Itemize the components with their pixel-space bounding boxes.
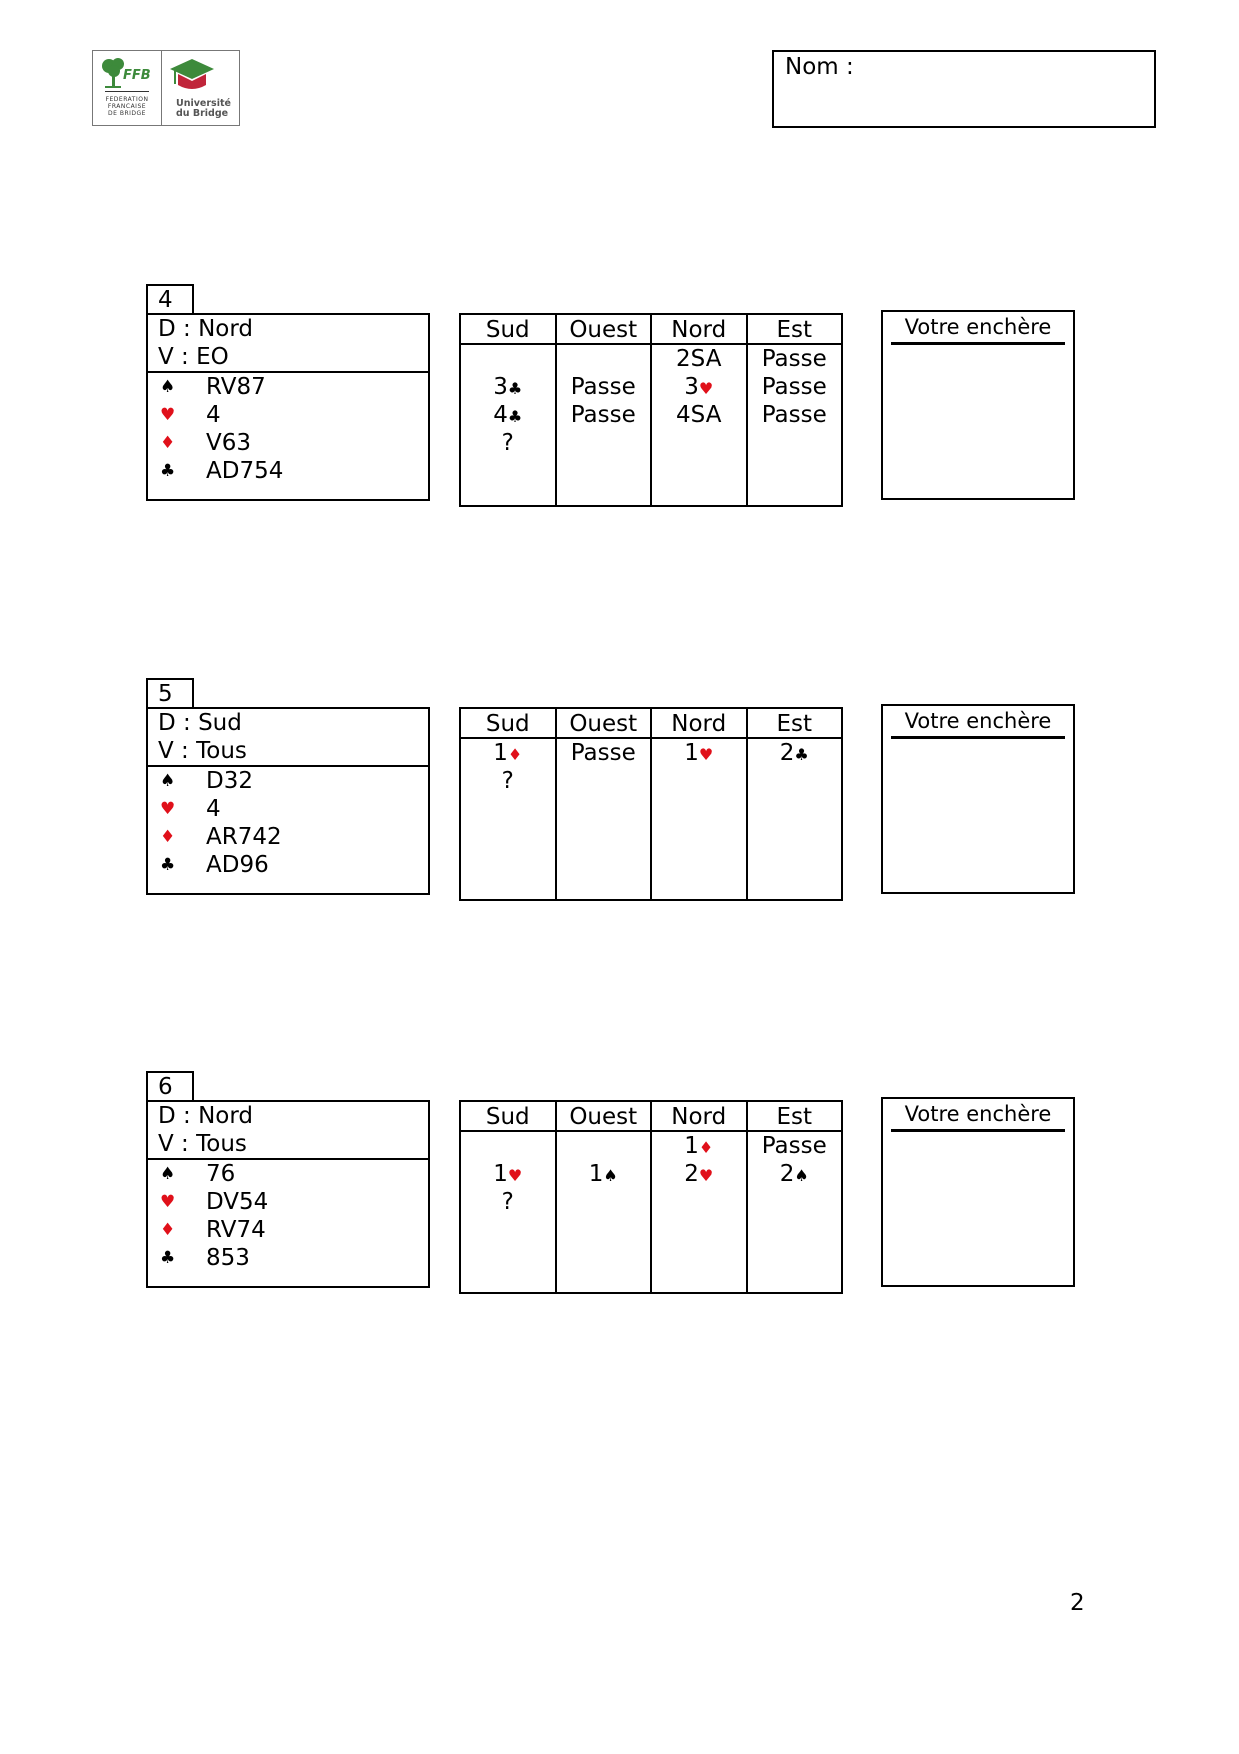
club-icon: ♣ (507, 407, 523, 426)
bid-column-header: Ouest (557, 709, 651, 739)
bid-cell: 1♦ (684, 1133, 714, 1159)
bid-column-header: Ouest (557, 1102, 651, 1132)
answer-label: Votre enchère (891, 312, 1065, 345)
bid-cell: 2SA (676, 346, 722, 372)
bid-cell (748, 767, 842, 795)
hand-box (146, 1100, 430, 1288)
bid-cell: 1♦ (493, 740, 523, 766)
bid-cell (557, 429, 651, 457)
bid-cell: 2♣ (779, 740, 809, 766)
bid-cell (557, 767, 651, 795)
graduation-cap-icon (168, 57, 216, 97)
heart-icon: ♥ (160, 799, 176, 819)
bid-cell (652, 1188, 746, 1216)
diamond-icon: ♦ (160, 433, 176, 453)
answer-label: Votre enchère (891, 1099, 1065, 1132)
bid-cell (557, 1132, 651, 1160)
bid-cell: 2♥ (684, 1161, 714, 1187)
diamonds-holding: V63 (206, 430, 252, 456)
bid-cell: Passe (761, 374, 827, 400)
bid-column-header: Est (748, 315, 842, 345)
name-field[interactable] (772, 50, 1156, 128)
dealer-label: D : Nord (158, 1103, 254, 1129)
universite-logo-text: Université du Bridge (176, 98, 231, 119)
diamonds-holding: RV74 (206, 1217, 266, 1243)
diamond-icon: ♦ (160, 827, 176, 847)
clubs-holding: AD96 (206, 852, 269, 878)
spades-holding: 76 (206, 1161, 236, 1187)
vulnerability-label: V : EO (158, 344, 229, 370)
vulnerability-label: V : Tous (158, 1131, 247, 1157)
ffb-logo (92, 50, 240, 126)
heart-icon: ♥ (160, 405, 176, 425)
deal-number: 6 (146, 1071, 194, 1101)
club-icon: ♣ (160, 461, 176, 481)
answer-box[interactable] (881, 1097, 1075, 1287)
bid-column-est (748, 1102, 842, 1292)
bid-cell: Passe (761, 402, 827, 428)
hand-box (146, 313, 430, 501)
bid-cell: 4SA (676, 402, 722, 428)
bid-column-sud (461, 315, 557, 505)
spade-icon: ♠ (794, 1166, 809, 1185)
bid-column-est (748, 315, 842, 505)
bid-cell: 1♠ (588, 1161, 618, 1187)
spades-holding: D32 (206, 768, 253, 794)
bid-column-header: Est (748, 709, 842, 739)
bidding-table (459, 313, 843, 507)
clubs-holding: AD754 (206, 458, 284, 484)
bid-cell: 1♥ (493, 1161, 523, 1187)
bid-column-header: Ouest (557, 315, 651, 345)
heart-icon: ♥ (507, 1166, 523, 1185)
bidding-table (459, 1100, 843, 1294)
bid-column-sud (461, 709, 557, 899)
ffb-logo-part (93, 51, 162, 125)
bid-column-ouest (557, 709, 653, 899)
bid-cell: 1♥ (684, 740, 714, 766)
bid-cell (652, 429, 746, 457)
page-number: 2 (1070, 1590, 1085, 1616)
bid-cell: Passe (761, 1133, 827, 1159)
spade-icon: ♠ (160, 377, 176, 397)
hand-box (146, 707, 430, 895)
bid-column-header: Nord (652, 709, 746, 739)
deal-number: 5 (146, 678, 194, 708)
bid-column-header: Sud (461, 315, 555, 345)
answer-label: Votre enchère (891, 706, 1065, 739)
bid-cell (557, 1188, 651, 1216)
bid-column-header: Nord (652, 315, 746, 345)
bid-column-header: Sud (461, 1102, 555, 1132)
diamond-icon: ♦ (160, 1220, 176, 1240)
hearts-holding: 4 (206, 796, 221, 822)
heart-icon: ♥ (160, 1192, 176, 1212)
bid-cell: Passe (570, 740, 636, 766)
clubs-holding: 853 (206, 1245, 250, 1271)
bid-cell: 3♥ (684, 374, 714, 400)
ffb-logo-text: FFB (123, 68, 151, 83)
club-icon: ♣ (507, 379, 523, 398)
bid-cell (748, 429, 842, 457)
diamonds-holding: AR742 (206, 824, 282, 850)
answer-box[interactable] (881, 704, 1075, 894)
bid-column-est (748, 709, 842, 899)
bid-cell: ? (501, 768, 514, 794)
bid-cell (557, 345, 651, 373)
bid-column-ouest (557, 1102, 653, 1292)
bid-cell: ? (501, 430, 514, 456)
bid-cell: 2♠ (779, 1161, 809, 1187)
bid-cell (748, 1188, 842, 1216)
vulnerability-label: V : Tous (158, 738, 247, 764)
diamond-icon: ♦ (698, 1138, 714, 1157)
deal-number: 4 (146, 284, 194, 314)
dealer-label: D : Nord (158, 316, 254, 342)
bid-column-ouest (557, 315, 653, 505)
heart-icon: ♥ (698, 379, 714, 398)
bid-column-header: Est (748, 1102, 842, 1132)
bid-cell: ? (501, 1189, 514, 1215)
heart-icon: ♥ (698, 745, 714, 764)
hearts-holding: DV54 (206, 1189, 269, 1215)
name-label: Nom : (785, 54, 854, 80)
bid-column-sud (461, 1102, 557, 1292)
hearts-holding: 4 (206, 402, 221, 428)
bid-cell: Passe (570, 374, 636, 400)
bid-cell: Passe (570, 402, 636, 428)
heart-icon: ♥ (698, 1166, 714, 1185)
club-icon: ♣ (160, 1248, 176, 1268)
bid-cell (461, 1132, 555, 1160)
spade-icon: ♠ (160, 771, 176, 791)
diamond-icon: ♦ (507, 745, 523, 764)
bid-column-nord (652, 315, 748, 505)
universite-logo-part (162, 51, 239, 125)
spade-icon: ♠ (160, 1164, 176, 1184)
ffb-logo-subtitle: FEDERATION FRANCAISE DE BRIDGE (105, 96, 149, 117)
bid-column-nord (652, 709, 748, 899)
spades-holding: RV87 (206, 374, 266, 400)
spade-icon: ♠ (603, 1166, 618, 1185)
bid-cell (461, 345, 555, 373)
bid-cell (652, 767, 746, 795)
answer-box[interactable] (881, 310, 1075, 500)
club-icon: ♣ (160, 855, 176, 875)
bid-cell: 3♣ (493, 374, 523, 400)
bidding-table (459, 707, 843, 901)
bid-column-header: Nord (652, 1102, 746, 1132)
bid-column-nord (652, 1102, 748, 1292)
bid-column-header: Sud (461, 709, 555, 739)
club-icon: ♣ (794, 745, 809, 764)
bid-cell: Passe (761, 346, 827, 372)
bid-cell: 4♣ (493, 402, 523, 428)
dealer-label: D : Sud (158, 710, 242, 736)
